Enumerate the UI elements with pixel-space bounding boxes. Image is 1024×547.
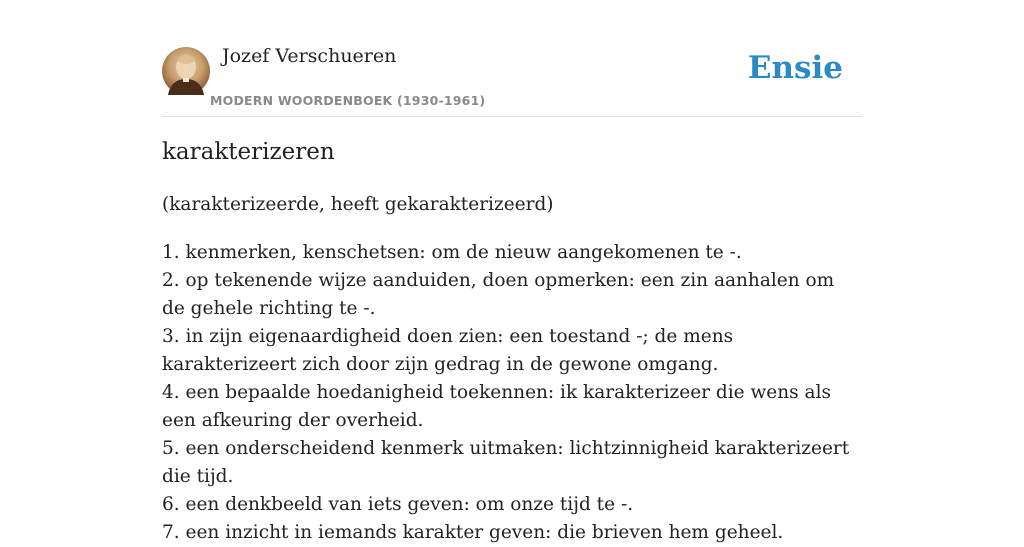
definition-item: 4. een bepaalde hoedanigheid toekennen: ik karakterizeer die wens als een afkeuring der overheid. [162, 382, 831, 431]
definition-item: 5. een onderscheidend kenmerk uitmaken: lichtzinnigheid karakterizeert die tijd. [162, 438, 850, 487]
definition-item: 6. een denkbeeld van iets geven: om onze tijd te -. [162, 494, 634, 515]
author-name[interactable]: Jozef Verschueren [222, 45, 397, 67]
page-header [162, 0, 862, 117]
content-container [162, 0, 862, 543]
author-portrait-icon [162, 47, 210, 95]
definition-item: 2. op tekenende wijze aanduiden, doen opmerken: een zin aanhalen om de gehele richting te -. [162, 270, 835, 319]
definition-list [162, 239, 862, 547]
definition-item: 3. in zijn eigenaardigheid doen zien: een toestand -; de mens karakterizeert zich door zijn gedrag in de gewone omgang. [162, 326, 734, 375]
author-avatar[interactable] [162, 47, 210, 95]
source-label[interactable]: MODERN WOORDENBOEK (1930-1961) [210, 93, 486, 108]
ensie-logo[interactable]: Ensie [747, 50, 843, 86]
entry-inflections: (karakterizeerde, heeft gekarakterizeerd) [162, 194, 554, 215]
definition-item: 1. kenmerken, kenschetsen: om de nieuw aangekomenen te -. [162, 242, 742, 263]
entry-title: karakterizeren [162, 139, 335, 165]
definition-item: 7. een inzicht in iemands karakter geven: die brieven hem geheel. [162, 522, 784, 543]
